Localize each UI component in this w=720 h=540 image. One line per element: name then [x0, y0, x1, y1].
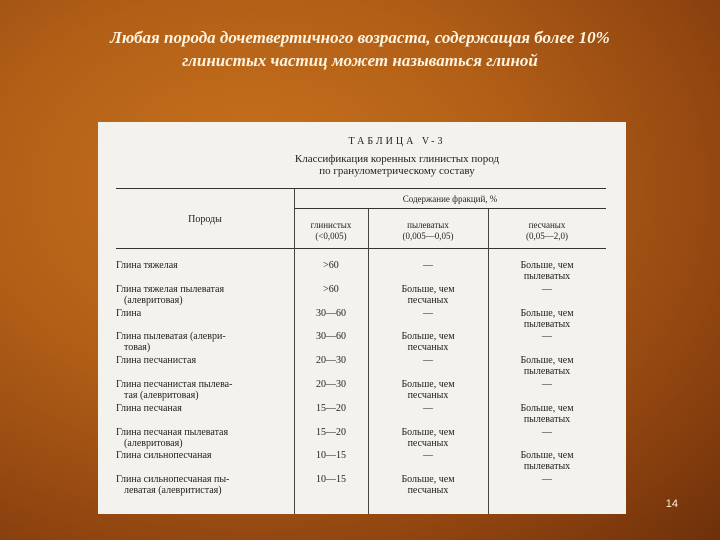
- sand-value-cell: [488, 260, 606, 282]
- clay-value-cell-line: 10—15: [316, 450, 346, 462]
- sand-value-cell: [488, 308, 606, 330]
- sand-value-cell-line: пылеватых: [523, 271, 571, 282]
- clay-value-cell-line: 30—60: [316, 331, 346, 343]
- group-header-rule: [294, 208, 606, 209]
- slide-title: [40, 26, 680, 72]
- clay-value-cell: [294, 379, 368, 390]
- clay-value-cell-line: 20—30: [316, 379, 346, 390]
- clay-value-cell: [294, 331, 368, 342]
- sand-value-cell-line: Больше, чем: [520, 402, 574, 414]
- silt-value-cell-line: —: [423, 450, 433, 462]
- sand-value-cell: [488, 474, 606, 485]
- clay-value-cell-line: 15—20: [316, 426, 346, 438]
- rock-name-cell: [116, 331, 296, 353]
- sand-value-cell-line: пылеватых: [523, 318, 571, 330]
- sand-value-cell-line: —: [542, 474, 552, 486]
- rock-name-cell-line: Глина: [116, 307, 142, 319]
- rock-name-cell: [116, 284, 296, 306]
- clay-value-cell: [294, 474, 368, 485]
- table-number: ТАБЛИЦА V-3: [348, 136, 446, 147]
- clay-value-cell-line: 10—15: [316, 474, 346, 486]
- header-clay-name: глинистых: [310, 220, 352, 230]
- silt-value-cell-line: Больше, чем: [401, 474, 455, 486]
- silt-value-cell-line: —: [423, 355, 433, 367]
- silt-value-cell: [368, 450, 488, 461]
- clay-value-cell: [294, 284, 368, 295]
- sand-value-cell-line: Больше, чем: [520, 307, 574, 319]
- rock-name-cell-line: Глина тяжелая: [116, 260, 178, 271]
- sand-value-cell-line: пылеватых: [523, 461, 571, 473]
- sand-value-cell-line: —: [542, 283, 552, 295]
- clay-value-cell: [294, 450, 368, 461]
- header-group-label: Содержание фракций, %: [402, 194, 498, 204]
- silt-value-cell-line: —: [423, 307, 433, 319]
- header-rock: Породы: [188, 214, 222, 225]
- rock-name-cell: [116, 260, 296, 271]
- table-top-rule: [116, 188, 606, 189]
- sand-value-cell: [488, 403, 606, 425]
- clay-value-cell-line: >60: [323, 283, 339, 295]
- sand-value-cell: [488, 427, 606, 438]
- rock-name-cell: [116, 403, 296, 414]
- rock-name-cell: [116, 308, 296, 319]
- clay-value-cell: [294, 403, 368, 414]
- rock-name-cell: [116, 427, 296, 449]
- header-silt-range: (0,005—0,05): [402, 231, 454, 241]
- rock-name-cell-line: Глина песчанистая пылева-: [116, 379, 233, 390]
- silt-value-cell-line: Больше, чем: [401, 283, 455, 295]
- slide-title-line1: Любая порода дочетвертичного возраста, содержащая более 10%: [110, 28, 610, 47]
- rock-name-cell: [116, 355, 296, 366]
- silt-value-cell-line: —: [423, 402, 433, 414]
- silt-value-cell: [368, 355, 488, 366]
- table-caption-line1: Классификация коренных глинистых пород: [294, 153, 500, 165]
- header-sand-name: песчаных: [528, 220, 566, 230]
- silt-value-cell: [368, 474, 488, 496]
- table-caption-line2: по гранулометрическому составу: [319, 165, 475, 177]
- rock-name-cell-line: (алевритовая): [124, 294, 183, 306]
- sand-value-cell: [488, 450, 606, 472]
- sand-value-cell: [488, 355, 606, 377]
- page-number: 14: [665, 498, 678, 510]
- silt-value-cell-line: песчаных: [407, 294, 449, 306]
- table-header-rule: [116, 248, 606, 249]
- sand-value-cell-line: пылеватых: [523, 366, 571, 378]
- silt-value-cell-line: —: [423, 260, 433, 271]
- scanned-table-image: [98, 122, 626, 514]
- silt-value-cell: [368, 260, 488, 271]
- clay-value-cell-line: 20—30: [316, 355, 346, 367]
- sand-value-cell: [488, 379, 606, 390]
- header-sand: [488, 220, 606, 242]
- header-clay-range: (<0,005): [315, 231, 347, 241]
- rock-name-cell-line: (алевритовая): [124, 437, 183, 449]
- silt-value-cell: [368, 284, 488, 306]
- rock-name-cell: [116, 450, 296, 461]
- clay-value-cell-line: 15—20: [316, 402, 346, 414]
- header-clay: [294, 220, 368, 242]
- sand-value-cell-line: Больше, чем: [520, 260, 574, 271]
- rock-name-cell: [116, 379, 296, 401]
- silt-value-cell-line: Больше, чем: [401, 331, 455, 343]
- header-silt: [368, 220, 488, 242]
- table-heading: [98, 136, 626, 177]
- header-sand-range: (0,05—2,0): [526, 231, 568, 241]
- clay-value-cell: [294, 427, 368, 438]
- rock-name-cell-line: товая): [124, 342, 151, 354]
- rock-name-cell: [116, 474, 296, 496]
- rock-name-cell-line: Глина песчаная: [116, 402, 182, 414]
- slide-title-line2: глинистых частиц может называться глиной: [182, 51, 538, 70]
- sand-value-cell-line: пылеватых: [523, 413, 571, 425]
- rock-name-cell-line: тая (алевритовая): [124, 390, 199, 401]
- sand-value-cell-line: —: [542, 379, 552, 390]
- clay-value-cell: [294, 308, 368, 319]
- clay-value-cell: [294, 260, 368, 271]
- silt-value-cell: [368, 308, 488, 319]
- silt-value-cell: [368, 379, 488, 401]
- sand-value-cell-line: Больше, чем: [520, 450, 574, 462]
- header-silt-name: пылеватых: [407, 220, 449, 230]
- silt-value-cell-line: песчаных: [407, 390, 449, 401]
- silt-value-cell: [368, 331, 488, 353]
- silt-value-cell: [368, 403, 488, 414]
- clay-value-cell: [294, 355, 368, 366]
- clay-value-cell-line: 30—60: [316, 307, 346, 319]
- silt-value-cell: [368, 427, 488, 449]
- rock-name-cell-line: Глина пылеватая (алеври-: [116, 331, 226, 343]
- sand-value-cell-line: —: [542, 331, 552, 343]
- silt-value-cell-line: песчаных: [407, 437, 449, 449]
- rock-name-cell-line: Глина сильнопесчаная: [116, 450, 212, 462]
- rock-name-cell-line: Глина тяжелая пылеватая: [116, 283, 225, 295]
- silt-value-cell-line: Больше, чем: [401, 426, 455, 438]
- sand-value-cell: [488, 284, 606, 295]
- sand-value-cell-line: Больше, чем: [520, 355, 574, 367]
- silt-value-cell-line: песчаных: [407, 485, 449, 497]
- sand-value-cell: [488, 331, 606, 342]
- rock-name-cell-line: Глина песчаная пылеватая: [116, 426, 229, 438]
- rock-name-cell-line: Глина песчанистая: [116, 355, 197, 367]
- rock-name-cell-line: леватая (алевритистая): [124, 485, 222, 497]
- sand-value-cell-line: —: [542, 426, 552, 438]
- rock-name-cell-line: Глина сильнопесчаная пы-: [116, 474, 230, 486]
- silt-value-cell-line: песчаных: [407, 342, 449, 354]
- silt-value-cell-line: Больше, чем: [401, 379, 455, 390]
- clay-value-cell-line: >60: [323, 260, 339, 271]
